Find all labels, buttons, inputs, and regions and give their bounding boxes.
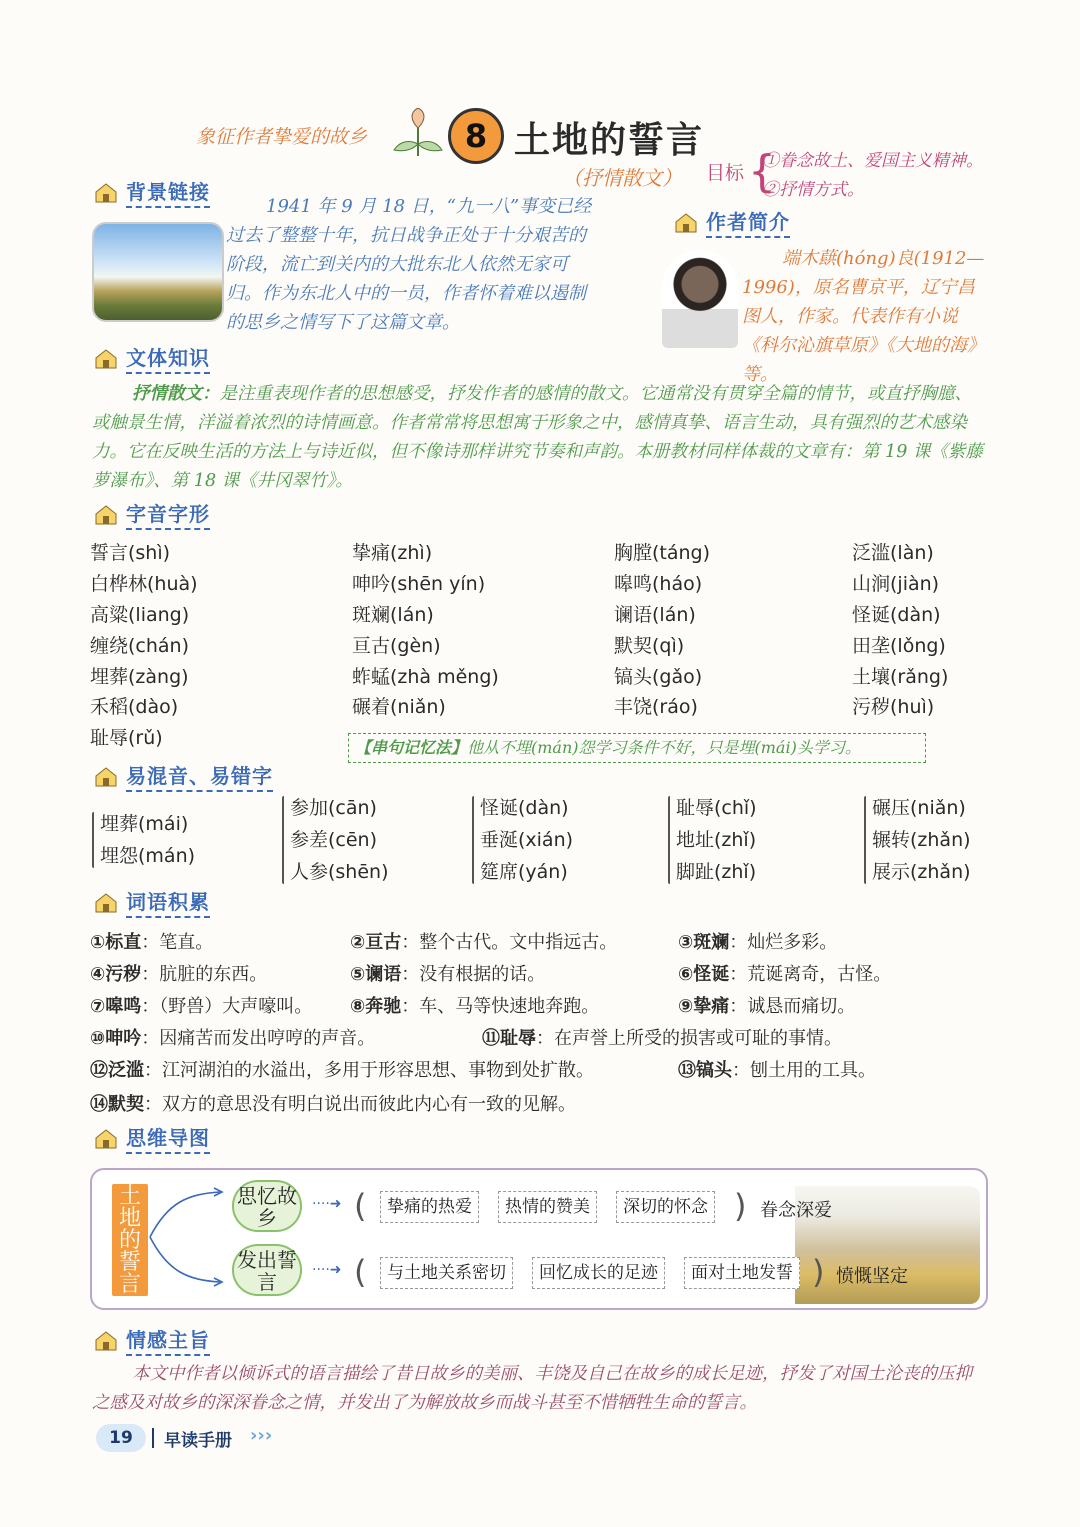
pron-item: 挚痛(zhì) — [352, 542, 433, 564]
confusing-group — [872, 792, 971, 888]
pron-item: 污秽(huì) — [852, 696, 935, 718]
footer-label: 早读手册 — [164, 1431, 232, 1451]
section-header-author — [672, 206, 790, 238]
pron-item: 斑斓(lán) — [352, 604, 434, 626]
confusing-group — [676, 792, 757, 888]
vocab-item: ⑥怪诞：荒诞离奇，古怪。 — [678, 964, 892, 985]
memory-tip-box — [348, 733, 926, 763]
confusing-group — [480, 792, 573, 888]
confusing-item: 耻辱(chǐ) — [676, 797, 757, 819]
section-title: 字音字形 — [126, 498, 210, 530]
house-icon — [92, 1126, 122, 1150]
confusing-item: 参差(cēn) — [290, 829, 378, 851]
vocab-item: ⑤谰语：没有根据的话。 — [350, 964, 546, 985]
footer-divider — [152, 1428, 154, 1448]
section-title: 易混音、易错字 — [126, 760, 273, 792]
open-paren: ( — [354, 1187, 367, 1225]
confusing-item: 脚趾(zhǐ) — [676, 861, 757, 883]
pron-item: 白桦林(huà) — [90, 573, 198, 595]
author-portrait — [662, 250, 738, 348]
confusing-item: 展示(zhǎn) — [872, 861, 971, 883]
lesson-genre: （抒情散文） — [562, 166, 682, 190]
pron-item: 高粱(liang) — [90, 604, 190, 626]
vocab-item: ⑫泛滥：江河湖泊的水溢出，多用于形容思想、事物到处扩散。 — [90, 1060, 594, 1081]
dotted-arrow: ····➜ — [312, 1262, 342, 1278]
confusing-item: 辗转(zhǎn) — [872, 829, 971, 851]
dotted-arrow: ····➜ — [312, 1196, 342, 1212]
pron-item: 山涧(jiàn) — [852, 573, 940, 595]
section-title: 文体知识 — [126, 342, 210, 374]
confusing-item: 人参(shēn) — [290, 861, 389, 883]
memory-text: 他从不埋(mán)怨学习条件不好，只是埋(mái)头学习。 — [467, 738, 861, 757]
mindmap-root: 土地的誓言 — [112, 1184, 148, 1296]
pron-item: 嗥鸣(háo) — [614, 573, 703, 595]
group-brace — [92, 812, 94, 868]
confusing-item: 地址(zhǐ) — [676, 829, 757, 851]
lesson-title: 土地的誓言 — [514, 119, 705, 161]
goal-item: ②抒情方式。 — [762, 180, 864, 200]
open-paren: ( — [354, 1253, 367, 1291]
section-header-confusing — [92, 760, 273, 792]
goals-brace: { — [748, 146, 776, 197]
pron-item: 蚱蜢(zhà měng) — [352, 666, 499, 688]
pron-item: 默契(qì) — [614, 635, 685, 657]
section-header-background — [92, 176, 210, 208]
pron-item: 呻吟(shēn yín) — [352, 573, 486, 595]
confusing-group — [100, 808, 195, 872]
vocab-item: ⑦嗥鸣：（野兽）大声嚎叫。 — [90, 996, 313, 1017]
confusing-item: 埋怨(mán) — [100, 845, 196, 867]
pron-item: 亘古(gèn) — [352, 635, 441, 657]
house-icon — [92, 180, 122, 204]
pron-item: 丰饶(ráo) — [614, 696, 698, 718]
section-header-vocabulary — [92, 886, 210, 918]
section-header-theme — [92, 1324, 210, 1356]
group-brace — [282, 796, 284, 884]
section-header-genre — [92, 342, 210, 374]
pron-item: 埋葬(zàng) — [90, 666, 189, 688]
section-title: 背景链接 — [126, 176, 210, 208]
vocab-item: ⑪耻辱：在声誉上所受的损害或可耻的事情。 — [482, 1028, 842, 1049]
close-paren: ) — [734, 1187, 747, 1225]
pron-item: 胸膛(táng) — [614, 542, 711, 564]
section-title: 思维导图 — [126, 1122, 210, 1154]
vocab-item: ⑬镐头：刨土用的工具。 — [678, 1060, 876, 1081]
genre-text — [92, 380, 988, 496]
close-paren: ) — [812, 1253, 825, 1291]
confusing-group — [290, 792, 389, 888]
theme-text: 本文中作者以倾诉式的语言描绘了昔日故乡的美丽、丰饶及自己在故乡的成长足迹，抒发了对国土沦丧的压抑之感及对故乡的深深眷念之情，并发出了为解放故乡而战斗甚至不惜牺牲生命的誓言。 — [92, 1364, 972, 1413]
pron-item: 谰语(lán) — [614, 604, 696, 626]
confusing-item: 筵席(yán) — [480, 861, 568, 883]
vocab-item: ①标直：笔直。 — [90, 932, 214, 953]
vocab-item: ③斑斓：灿烂多彩。 — [678, 932, 838, 953]
pron-item: 耻辱(rǔ) — [90, 727, 163, 749]
genre-term: 抒情散文： — [132, 384, 220, 404]
mindmap-chip: 挚痛的热爱 — [380, 1191, 479, 1223]
section-title: 情感主旨 — [126, 1324, 210, 1356]
goals-label: 目标 — [706, 162, 745, 184]
pron-item: 缠绕(chán) — [90, 635, 189, 657]
lesson-tagline: 象征作者挚爱的故乡 — [196, 126, 368, 148]
pron-item: 田垄(lǒng) — [852, 635, 946, 657]
mindmap-conclusion: 愤慨坚定 — [836, 1266, 908, 1287]
mindmap-chip: 深切的怀念 — [616, 1191, 715, 1223]
mindmap-chip: 热情的赞美 — [498, 1191, 597, 1223]
pron-item: 土壤(rǎng) — [852, 666, 949, 688]
confusing-item: 垂涎(xián) — [480, 829, 574, 851]
pron-item: 禾稻(dào) — [90, 696, 179, 718]
vocab-item: ⑧奔驰：车、马等快速地奔跑。 — [350, 996, 600, 1017]
section-header-mindmap — [92, 1122, 210, 1154]
confusing-item: 怪诞(dàn) — [480, 797, 569, 819]
page-number: 19 — [96, 1424, 146, 1452]
confusing-item: 参加(cān) — [290, 797, 377, 819]
mindmap-node-oath: 发出誓言 — [232, 1244, 302, 1296]
vocab-item: ⑭默契：双方的意思没有明白说出而彼此内心有一致的见解。 — [90, 1094, 576, 1115]
chevron-right-icon: ››› — [250, 1425, 273, 1446]
goal-item: ①眷念故土、爱国主义精神。 — [762, 151, 983, 171]
section-header-pronunciation — [92, 498, 210, 530]
pron-item: 镐头(gǎo) — [614, 666, 703, 688]
group-brace — [472, 796, 474, 884]
pron-item: 碾着(niǎn) — [352, 696, 446, 718]
birch-landscape-photo — [92, 222, 224, 322]
mindmap-chip: 面对土地发誓 — [684, 1257, 800, 1289]
group-brace — [668, 796, 670, 884]
pron-item: 怪诞(dàn) — [852, 604, 941, 626]
group-brace — [864, 796, 866, 884]
vocab-item: ②亘古：整个古代。文中指远古。 — [350, 932, 618, 953]
genre-description: 是注重表现作者的思想感受，抒发作者的感情的散文。它通常没有贯穿全篇的情节，或直抒胸臆、或触景生情，洋溢着浓烈的诗情画意。作者常常将思想寓于形象之中，感情真挚、语言生动，具有强烈的艺术感染力。它在反映生活的方法上与诗近似，但不像诗那样讲究节奏和声韵。本册教材同样体裁的文章有：第 19 课《紫藤萝瀑布》、第 18 课《井冈翠竹》。 — [92, 384, 983, 491]
vocab-item: ④污秽：肮脏的东西。 — [90, 964, 268, 985]
author-text: 端木蕻(hóng)良(1912—1996)，原名曹京平，辽宁昌图人，作家。代表作有小说《科尔沁旗草原》《大地的海》等。 — [742, 248, 985, 385]
lesson-number-badge: 8 — [448, 108, 504, 164]
house-icon — [92, 764, 122, 788]
mindmap-chip: 与土地关系密切 — [380, 1257, 513, 1289]
vocab-item: ⑩呻吟：因痛苦而发出哼哼的声音。 — [90, 1028, 376, 1049]
mindmap-node-remember: 思忆故乡 — [232, 1180, 302, 1232]
confusing-item: 埋葬(mái) — [100, 813, 189, 835]
mindmap-conclusion: 眷念深爱 — [760, 1200, 832, 1221]
house-icon — [92, 890, 122, 914]
section-title: 词语积累 — [126, 886, 210, 918]
lotus-icon — [392, 108, 444, 160]
pron-item: 誓言(shì) — [90, 542, 171, 564]
branch-curves — [148, 1182, 228, 1292]
house-icon — [92, 346, 122, 370]
pron-item: 泛滥(làn) — [852, 542, 934, 564]
confusing-item: 碾压(niǎn) — [872, 797, 966, 819]
memory-label: 【串句记忆法】 — [355, 738, 468, 757]
section-title: 作者简介 — [706, 206, 790, 238]
vocab-item: ⑨挚痛：诚恳而痛切。 — [678, 996, 856, 1017]
mindmap-chip: 回忆成长的足迹 — [532, 1257, 665, 1289]
house-icon — [92, 1328, 122, 1352]
house-icon — [92, 502, 122, 526]
house-icon — [672, 210, 702, 234]
background-text: 1941 年 9 月 18 日，“九一八”事变已经过去了整整十年，抗日战争正处于十分艰苦的阶段，流亡到关内的大批东北人依然无家可归。作为东北人中的一员，作者怀着难以遏制的思乡之情写下了这篇文章。 — [226, 196, 592, 333]
